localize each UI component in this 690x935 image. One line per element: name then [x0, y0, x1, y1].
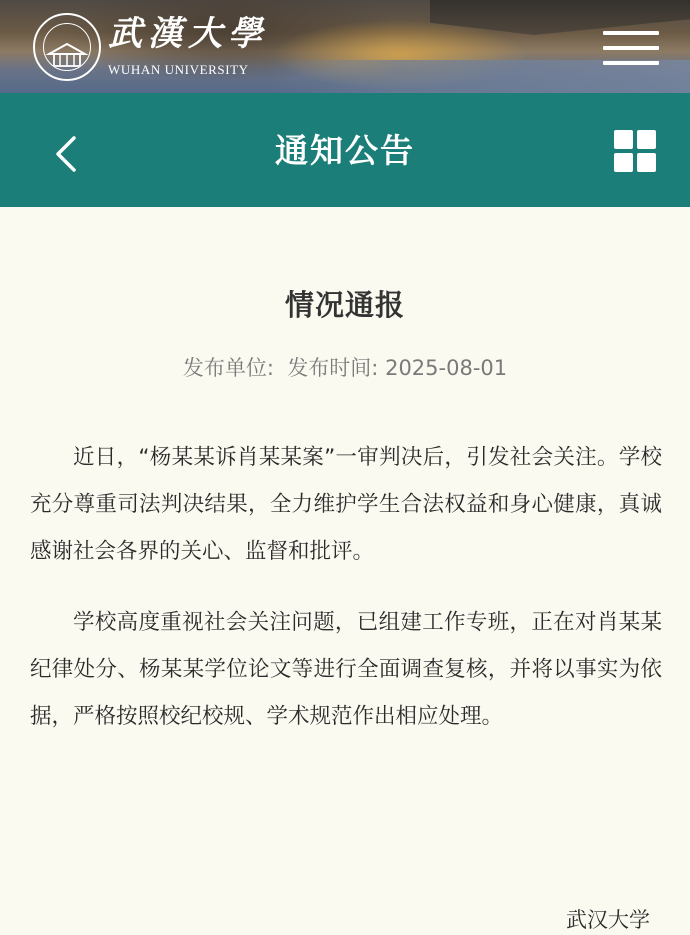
- university-seal-icon[interactable]: [33, 13, 101, 81]
- banner-roof-decoration: [430, 0, 690, 35]
- notice-signature: 武汉大学: [566, 908, 650, 932]
- notice-paragraph: 学校高度重视社会关注问题，已组建工作专班，正在对肖某某纪律处分、杨某某学位论文等进行全面调查复核，并将以事实为依据，严格按照校纪校规、学术规范作出相应处理。: [30, 610, 662, 729]
- logo-english-name[interactable]: WUHAN UNIVERSITY: [108, 62, 249, 77]
- notice-meta: [0, 350, 690, 386]
- notice-title: 情况通报: [284, 288, 405, 322]
- notice-body: [30, 434, 662, 764]
- hamburger-menu-icon[interactable]: [603, 31, 659, 65]
- top-banner: [0, 0, 690, 93]
- page-title: 通知公告: [275, 131, 415, 170]
- publisher-label: 发布单位:: [182, 356, 274, 380]
- publish-time-label: 发布时间:: [287, 356, 379, 380]
- publish-date: 2025-08-01: [385, 356, 508, 380]
- notice-paragraph: 近日，“杨某某诉肖某某案”一审判决后，引发社会关注。学校充分尊重司法判决结果，全力维护学生合法权益和身心健康，真诚感谢社会各界的关心、监督和批评。: [30, 445, 662, 564]
- grid-icon[interactable]: [614, 130, 656, 172]
- logo-name[interactable]: 武漢大學: [108, 14, 268, 54]
- seal-building-icon: [45, 40, 89, 70]
